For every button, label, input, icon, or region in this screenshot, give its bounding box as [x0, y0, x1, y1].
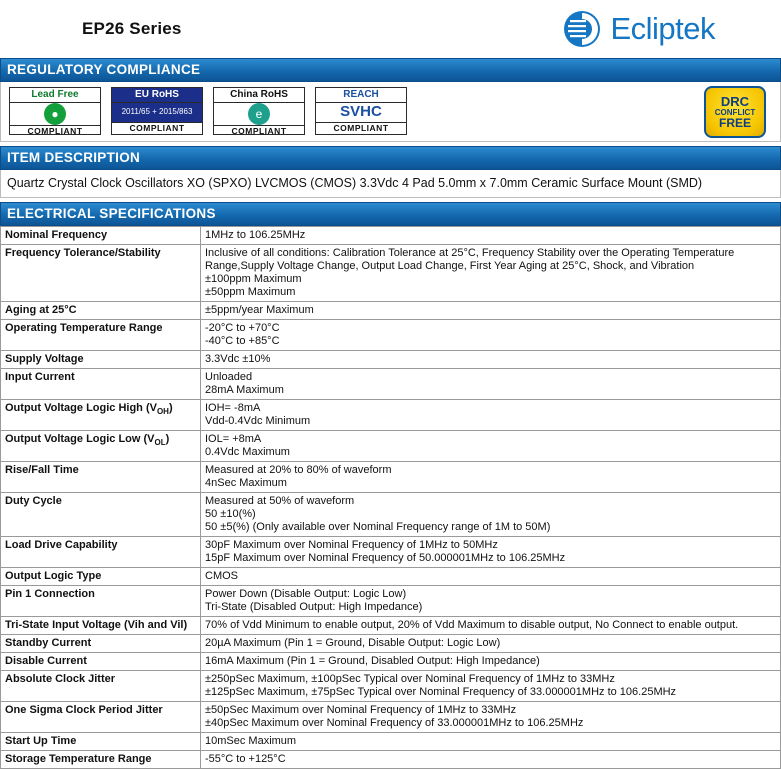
spec-value-line: Measured at 20% to 80% of waveform: [205, 464, 392, 476]
spec-parameter: Aging at 25°C: [1, 302, 201, 320]
spec-value-line: Tri-State (Disabled Output: High Impedance): [205, 601, 423, 613]
brand-name: Ecliptek: [610, 11, 715, 46]
section-electrical-specifications: ELECTRICAL SPECIFICATIONS: [0, 202, 781, 226]
spec-parameter: Standby Current: [1, 635, 201, 653]
ecliptek-logo-icon: [562, 9, 602, 49]
drc-conflict-free-seal: [704, 86, 766, 138]
spec-value-line: 50 ±10(%): [205, 508, 256, 520]
spec-parameter: Frequency Tolerance/Stability: [1, 245, 201, 302]
eu-rohs-icon: 2011/65 + 2015/863: [112, 103, 202, 122]
spec-value-line: -20°C to +70°C: [205, 322, 280, 334]
brand-logo: [562, 9, 771, 49]
spec-value-line: 16mA Maximum (Pin 1 = Ground, Disabled Output: High Impedance): [205, 655, 540, 667]
spec-value: [201, 320, 781, 351]
badge-lead-free: [9, 87, 101, 135]
badge-title: Lead Free: [10, 88, 100, 103]
spec-value-line: 50 ±5(%) (Only available over Nominal Frequency range of 1M to 50M): [205, 521, 551, 533]
spec-value: [201, 568, 781, 586]
spec-value-line: 10mSec Maximum: [205, 735, 297, 747]
spec-value: [201, 751, 781, 769]
table-row: [1, 245, 781, 302]
table-row: [1, 617, 781, 635]
spec-value-line: IOH= -8mA: [205, 402, 261, 414]
spec-value: [201, 245, 781, 302]
spec-parameter: Operating Temperature Range: [1, 320, 201, 351]
table-row: [1, 351, 781, 369]
spec-value: [201, 586, 781, 617]
spec-parameter: Rise/Fall Time: [1, 462, 201, 493]
table-row: [1, 671, 781, 702]
spec-value: [201, 462, 781, 493]
spec-parameter: Output Logic Type: [1, 568, 201, 586]
table-row: [1, 369, 781, 400]
spec-value-line: ±250pSec Maximum, ±100pSec Typical over Nominal Frequency of 1MHz to 33MHz: [205, 673, 615, 685]
badge-title: EU RoHS: [112, 88, 202, 103]
spec-parameter: Tri-State Input Voltage (Vih and Vil): [1, 617, 201, 635]
table-row: [1, 227, 781, 245]
table-row: [1, 462, 781, 493]
spec-value: [201, 653, 781, 671]
badge-title: China RoHS: [214, 88, 304, 103]
spec-value: [201, 351, 781, 369]
spec-parameter: Start Up Time: [1, 733, 201, 751]
spec-parameter: Duty Cycle: [1, 493, 201, 537]
spec-value-line: Measured at 50% of waveform: [205, 495, 355, 507]
spec-value: [201, 227, 781, 245]
spec-value-line: -55°C to +125°C: [205, 753, 286, 765]
table-row: [1, 635, 781, 653]
spec-value-line: ±40pSec Maximum over Nominal Frequency of 33.000001MHz to 106.25MHz: [205, 717, 584, 729]
table-row: [1, 493, 781, 537]
spec-value: [201, 369, 781, 400]
spec-value-line: Power Down (Disable Output: Logic Low): [205, 588, 407, 600]
spec-parameter: Storage Temperature Range: [1, 751, 201, 769]
spec-value-line: 4nSec Maximum: [205, 477, 287, 489]
spec-parameter: Disable Current: [1, 653, 201, 671]
table-row: [1, 320, 781, 351]
spec-value-line: ±100ppm Maximum: [205, 273, 302, 285]
spec-parameter: Load Drive Capability: [1, 537, 201, 568]
spec-value-line: Unloaded: [205, 371, 253, 383]
page-header: [0, 0, 781, 58]
spec-value-line: 30pF Maximum over Nominal Frequency of 1MHz to 50MHz: [205, 539, 498, 551]
spec-value: [201, 493, 781, 537]
spec-value-line: ±125pSec Maximum, ±75pSec Typical over Nominal Frequency of 33.000001MHz to 106.25MHz: [205, 686, 677, 698]
table-row: [1, 400, 781, 431]
table-row: [1, 751, 781, 769]
spec-parameter: Input Current: [1, 369, 201, 400]
spec-value: [201, 400, 781, 431]
badge-status: COMPLIANT: [10, 125, 100, 135]
lead-free-icon: ●: [10, 103, 100, 125]
spec-parameter: Output Voltage Logic High $(V_{OH})$: [1, 400, 201, 431]
badge-eu-rohs: [111, 87, 203, 135]
table-row: [1, 431, 781, 462]
seal-line-2: CONFLICT: [714, 107, 756, 117]
table-row: [1, 568, 781, 586]
spec-value-line: Vdd-0.4Vdc Minimum: [205, 415, 311, 427]
spec-parameter: Supply Voltage: [1, 351, 201, 369]
spec-value-line: 0.4Vdc Maximum: [205, 446, 290, 458]
spec-parameter: Nominal Frequency: [1, 227, 201, 245]
spec-value-line: 20µA Maximum (Pin 1 = Ground, Disable Output: Logic Low): [205, 637, 501, 649]
table-row: [1, 302, 781, 320]
spec-value-line: 1MHz to 106.25MHz: [205, 229, 306, 241]
spec-value: [201, 431, 781, 462]
section-regulatory-compliance: REGULATORY COMPLIANCE: [0, 58, 781, 82]
spec-value-line: Inclusive of all conditions: Calibration Tolerance at 25°C, Frequency Stability over the Operating Temperature Range,Supply Voltage Change, Output Load Change, First Year Aging at 25°C, Shock, and Vibration: [205, 247, 735, 272]
spec-value: [201, 733, 781, 751]
badge-reach: [315, 87, 407, 135]
spec-value-line: 28mA Maximum: [205, 384, 284, 396]
spec-value: [201, 671, 781, 702]
reach-svhc-label: SVHC: [340, 103, 382, 120]
table-row: [1, 702, 781, 733]
table-row: [1, 733, 781, 751]
page-title: EP26 Series: [82, 19, 182, 38]
spec-value: [201, 302, 781, 320]
spec-parameter: One Sigma Clock Period Jitter: [1, 702, 201, 733]
badge-china-rohs: [213, 87, 305, 135]
badge-status: COMPLIANT: [214, 125, 304, 135]
spec-parameter: Pin 1 Connection: [1, 586, 201, 617]
seal-line-3: FREE: [718, 115, 751, 130]
badge-status: COMPLIANT: [316, 122, 406, 134]
table-row: [1, 537, 781, 568]
spec-parameter: Output Voltage Logic Low $(V_{OL})$: [1, 431, 201, 462]
table-row: [1, 653, 781, 671]
item-description-text: Quartz Crystal Clock Oscillators XO (SPXO) LVCMOS (CMOS) 3.3Vdc 4 Pad 5.0mm x 7.0mm Ceramic Surface Mount (SMD): [0, 170, 781, 198]
compliance-badges: [0, 82, 781, 142]
spec-value-line: 15pF Maximum over Nominal Frequency of 50.000001MHz to 106.25MHz: [205, 552, 566, 564]
spec-value-line: CMOS: [205, 570, 238, 582]
table-row: [1, 586, 781, 617]
spec-value-line: ±50pSec Maximum over Nominal Frequency of 1MHz to 33MHz: [205, 704, 517, 716]
spec-value-line: ±5ppm/year Maximum: [205, 304, 314, 316]
spec-parameter: Absolute Clock Jitter: [1, 671, 201, 702]
spec-value-line: IOL= +8mA: [205, 433, 262, 445]
spec-value: [201, 702, 781, 733]
spec-value-line: ±50ppm Maximum: [205, 286, 296, 298]
spec-value: [201, 537, 781, 568]
badge-title: REACH: [316, 88, 406, 103]
seal-line-1: DRC: [720, 93, 750, 109]
spec-value-line: -40°C to +85°C: [205, 335, 280, 347]
china-rohs-icon: e: [214, 103, 304, 125]
spec-value-line: 3.3Vdc ±10%: [205, 353, 271, 365]
section-item-description: ITEM DESCRIPTION: [0, 146, 781, 170]
electrical-specifications-table: [0, 226, 781, 769]
spec-value: [201, 617, 781, 635]
spec-value: [201, 635, 781, 653]
badge-status: COMPLIANT: [112, 122, 202, 134]
spec-value-line: 70% of Vdd Minimum to enable output, 20% of Vdd Maximum to disable output, No Connect to enable output.: [205, 619, 739, 631]
